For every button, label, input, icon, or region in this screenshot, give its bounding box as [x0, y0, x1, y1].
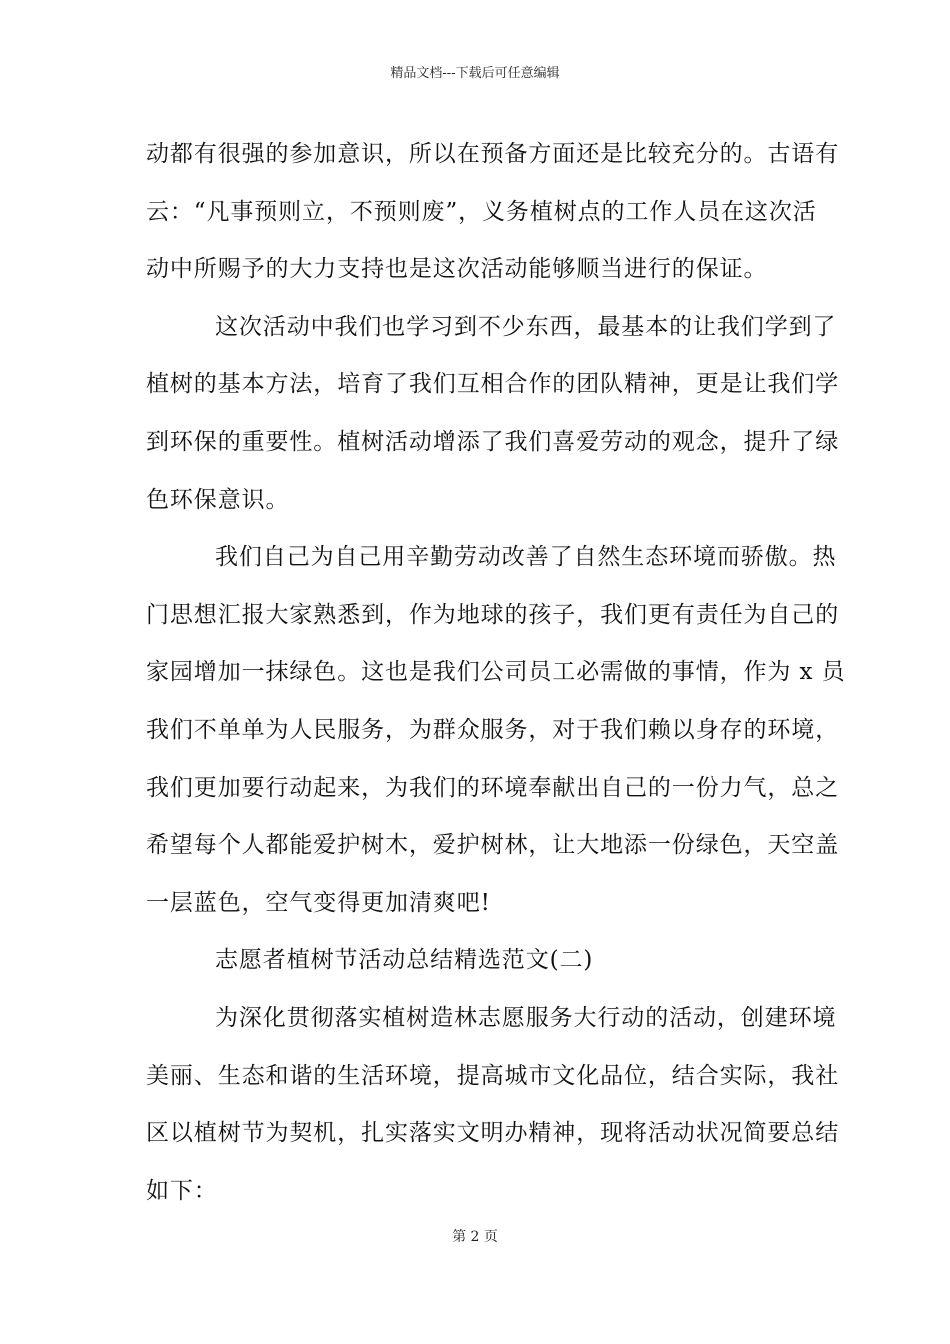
text-line: 到环保的重要性。植树活动增添了我们喜爱劳动的观念，提升了绿 [146, 428, 840, 455]
text-line: 美丽、生态和谐的生活环境，提高城市文化品位，结合实际，我社 [146, 1062, 840, 1089]
page-header: 精品文档---下载后可任意编辑 [390, 66, 560, 81]
text-line: 希望每个人都能爱护树木，爱护树林，让大地添一份绿色，天空盖 [146, 832, 840, 859]
text-line: 门思想汇报大家熟悉到，作为地球的孩子，我们更有责任为自己的 [146, 601, 840, 628]
text-line: 我们自己为自己用辛勤劳动改善了自然生态环境而骄傲。热 [215, 544, 837, 571]
text-line: 云：“凡事预则立，不预则废”，义务植树点的工作人员在这次活 [146, 198, 817, 225]
document-body [146, 126, 846, 1220]
text-line: 如下： [146, 1177, 218, 1204]
text-line: 这次活动中我们也学习到不少东西，最基本的让我们学到了 [215, 313, 837, 340]
page-number: 第 2 页 [452, 1229, 498, 1245]
text-line: 为深化贯彻落实植树造林志愿服务大行动的活动，创建环境 [215, 1004, 837, 1031]
text-line: 我们更加要行动起来，为我们的环境奉献出自己的一份力气，总之 [146, 774, 840, 801]
text-line: 动中所赐予的大力支持也是这次活动能够顺当进行的保证。 [146, 256, 768, 283]
text-line: 色环保意识。 [146, 486, 290, 513]
text-line: 我们不单单为人民服务，为群众服务，对于我们赖以身存的环境， [146, 716, 840, 743]
text-line: 植树的基本方法，培育了我们互相合作的团队精神，更是让我们学 [146, 371, 840, 398]
text-line: 一层蓝色，空气变得更加清爽吧! [146, 889, 491, 916]
section-heading: 志愿者植树节活动总结精选范文(二) [215, 947, 594, 974]
text-line: 区以植树节为契机，扎实落实文明办精神，现将活动状况简要总结 [146, 1120, 840, 1147]
text-line: 家园增加一抹绿色。这也是我们公司员工必需做的事情，作为 x 员 [146, 659, 846, 686]
text-line: 动都有很强的参加意识，所以在预备方面还是比较充分的。古语有 [146, 141, 840, 167]
